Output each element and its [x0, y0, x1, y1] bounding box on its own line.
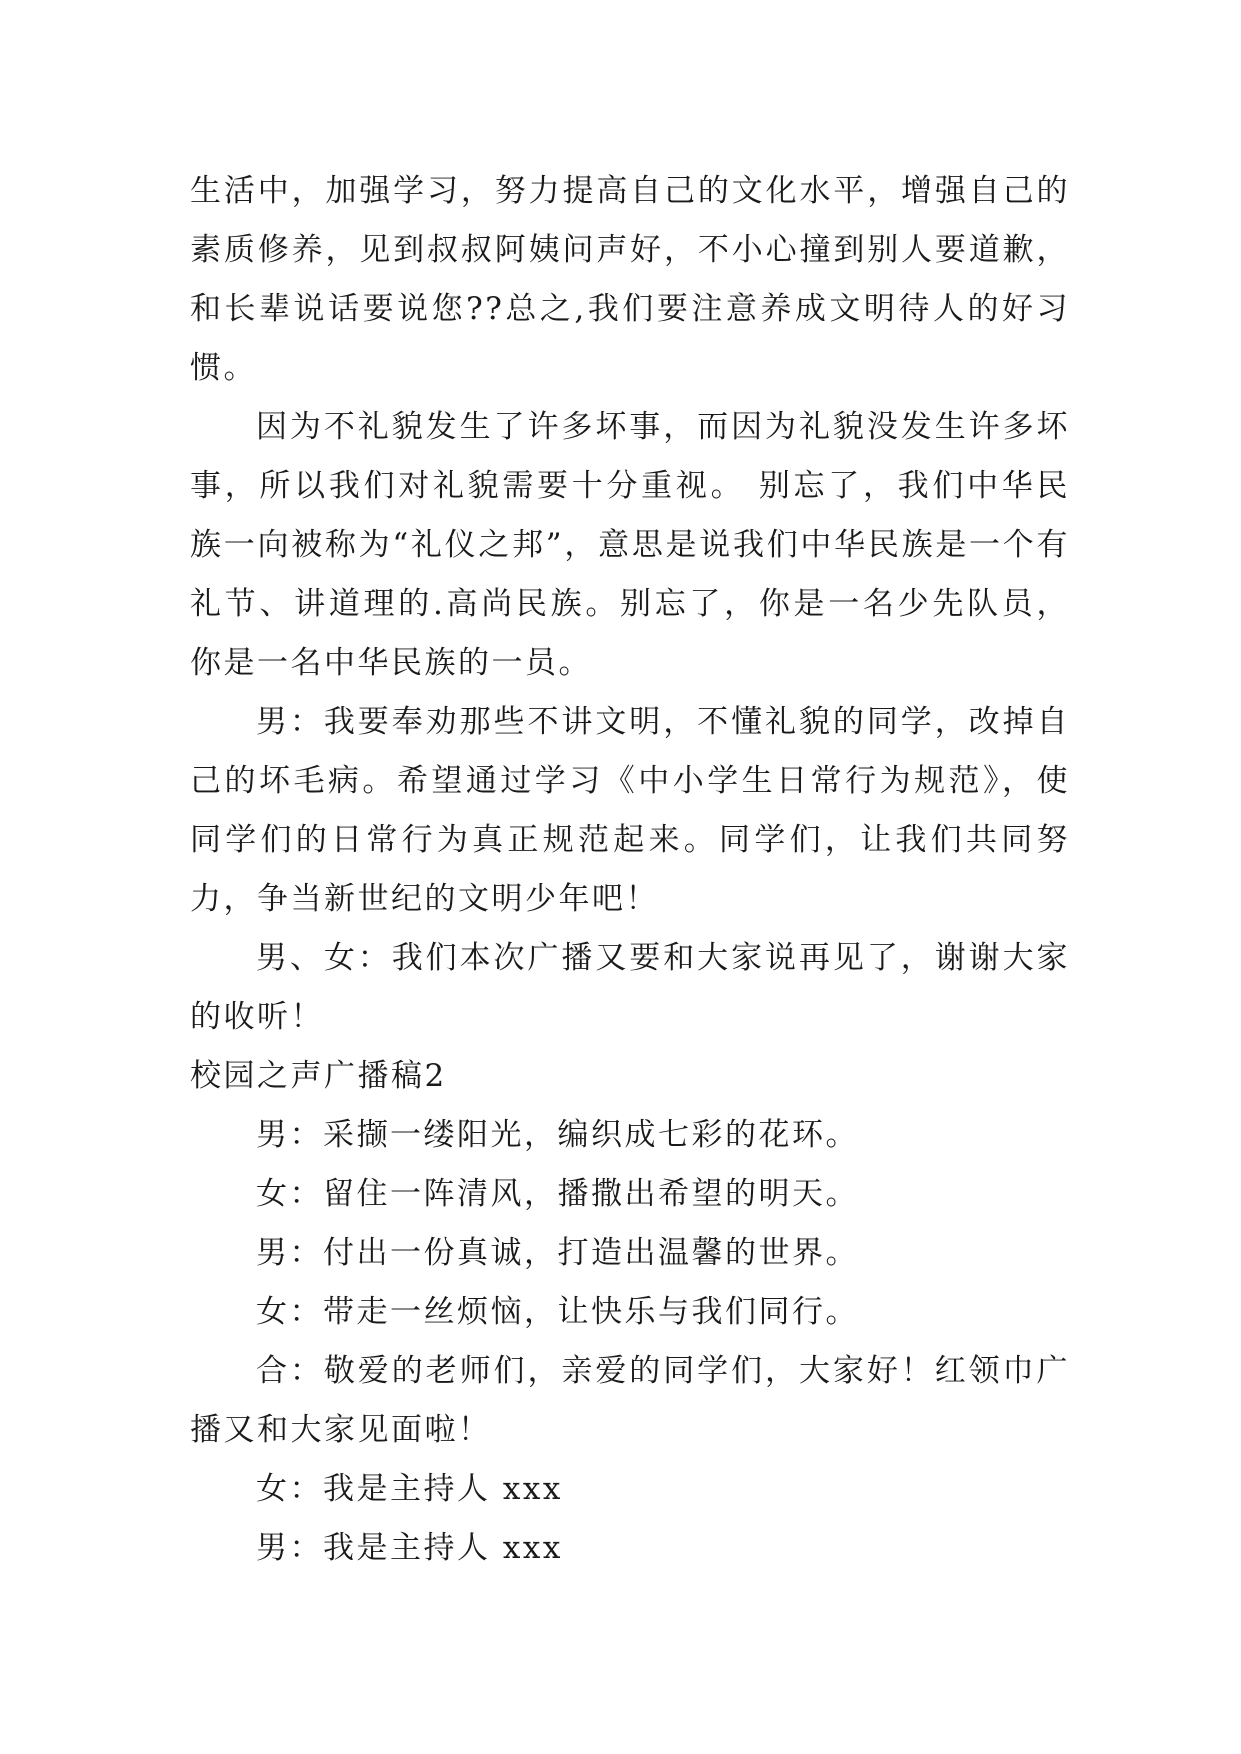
dialogue-line: 女：留住一阵清风，播撒出希望的明天。 [256, 1176, 859, 1212]
section-heading: 校园之声广播稿2 [190, 1058, 447, 1094]
paragraph-male-exhortation: 男：我要奉劝那些不讲文明，不懂礼貌的同学，改掉自己的坏毛病。希望通过学习《中小学生日常行为规范》，使同学们的日常行为真正规范起来。同学们，让我们共同努力，争当新世纪的文明少年吧！ [190, 704, 1070, 917]
dialogue-line: 女：带走一丝烦恼，让快乐与我们同行。 [256, 1294, 859, 1330]
paragraph-civility-habits: 生活中，加强学习，努力提高自己的文化水平，增强自己的素质修养，见到叔叔阿姨问声好，不小心撞到别人要道歉，和长辈说话要说您??总之,我们要注意养成文明待人的好习惯。 [190, 173, 1070, 386]
dialogue-line: 男：我是主持人 xxx [256, 1530, 563, 1566]
paragraph-politeness-importance: 因为不礼貌发生了许多坏事，而因为礼貌没发生许多坏事，所以我们对礼貌需要十分重视。 别忘了，我们中华民族一向被称为“礼仪之邦”，意思是说我们中华民族是一个有礼节、讲道理的.高尚民族。别忘了，你是一名少先队员，你是一名中华民族的一员。 [190, 409, 1070, 681]
paragraph-farewell: 男、女：我们本次广播又要和大家说再见了，谢谢大家的收听！ [190, 940, 1070, 1035]
dialogue-line: 女：我是主持人 xxx [256, 1471, 563, 1507]
dialogue-line: 合：敬爱的老师们，亲爱的同学们，大家好！红领巾广播又和大家见面啦！ [190, 1353, 1070, 1448]
document-body [190, 162, 1070, 1578]
dialogue-line: 男：采撷一缕阳光，编织成七彩的花环。 [256, 1117, 859, 1153]
dialogue-line: 男：付出一份真诚，打造出温馨的世界。 [256, 1235, 859, 1271]
